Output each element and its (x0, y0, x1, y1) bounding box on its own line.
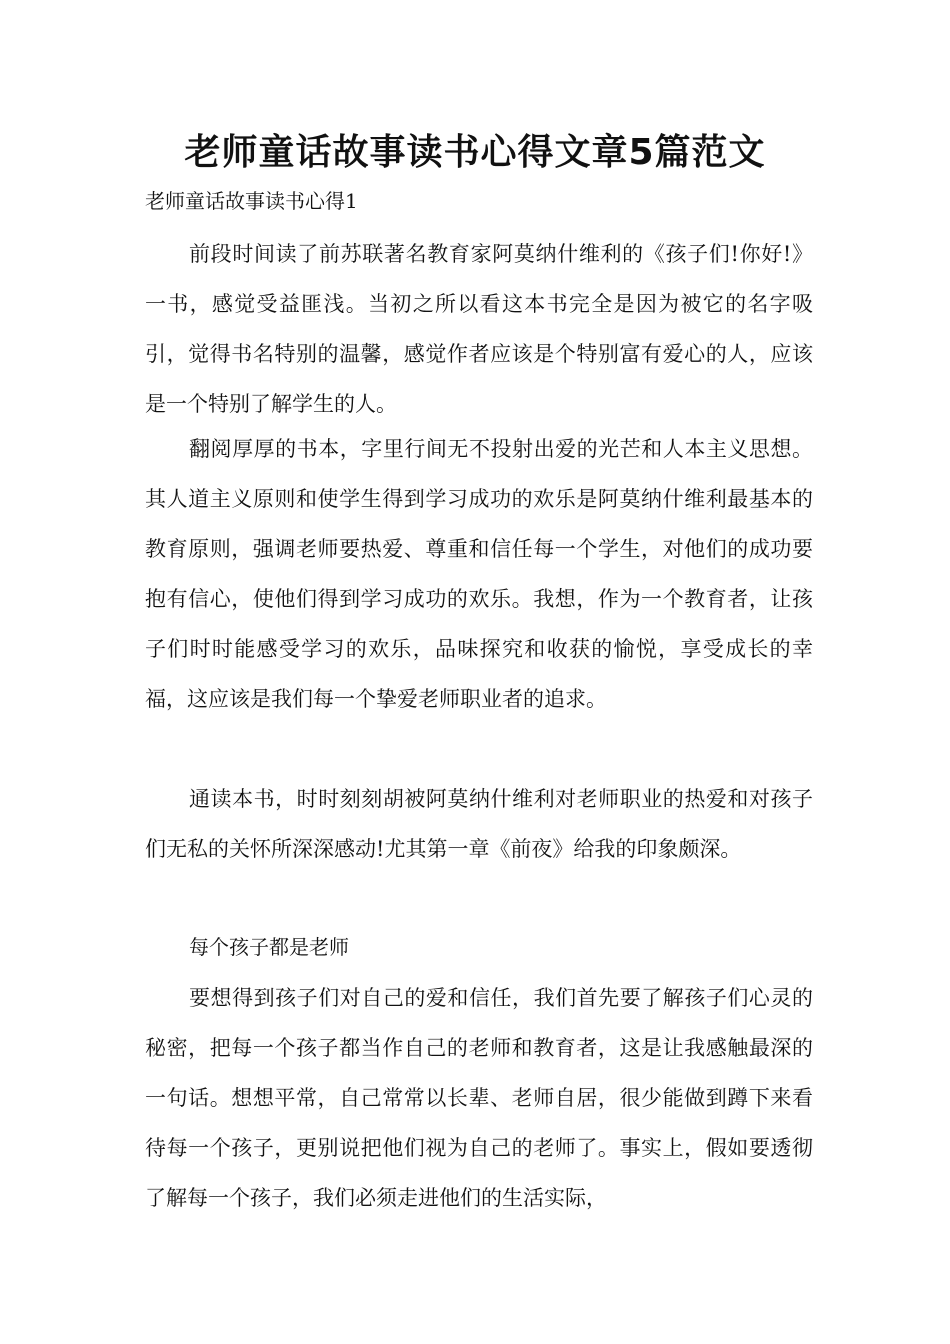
paragraph-1: 前段时间读了前苏联著名教育家阿莫纳什维利的《孩子们!你好!》一书，感觉受益匪浅。当初之所以看这本书完全是因为被它的名字吸引，觉得书名特别的温馨，感觉作者应该是个特别富有爱心的人，应该是一个特别了解学生的人。 (145, 242, 813, 416)
section-heading: 每个孩子都是老师 (189, 935, 349, 959)
section-paragraph: 要想得到孩子们对自己的爱和信任，我们首先要了解孩子们心灵的秘密，把每一个孩子都当作自己的老师和教育者，这是让我感触最深的一句话。想想平常，自己常常以长辈、老师自居，很少能做到蹲下来看待每一个孩子，更别说把他们视为自己的老师了。事实上，假如要透彻了解每一个孩子，我们必须走进他们的生活实际， (145, 986, 813, 1210)
paragraph-2: 翻阅厚厚的书本，字里行间无不投射出爱的光芒和人本主义思想。其人道主义原则和使学生得到学习成功的欢乐是阿莫纳什维利最基本的教育原则，强调老师要热爱、尊重和信任每一个学生，对他们的成功要抱有信心，使他们得到学习成功的欢乐。我想，作为一个教育者，让孩子们时时能感受学习的欢乐，品味探究和收获的愉悦，享受成长的幸福，这应该是我们每一个挚爱老师职业者的追求。 (145, 437, 813, 711)
document-title: 老师童话故事读书心得文章5篇范文 (184, 132, 766, 173)
essay-subheading: 老师童话故事读书心得1 (145, 189, 358, 213)
paragraph-3: 通读本书，时时刻刻胡被阿莫纳什维利对老师职业的热爱和对孩子们无私的关怀所深深感动!尤其第一章《前夜》给我的印象颇深。 (145, 787, 813, 861)
